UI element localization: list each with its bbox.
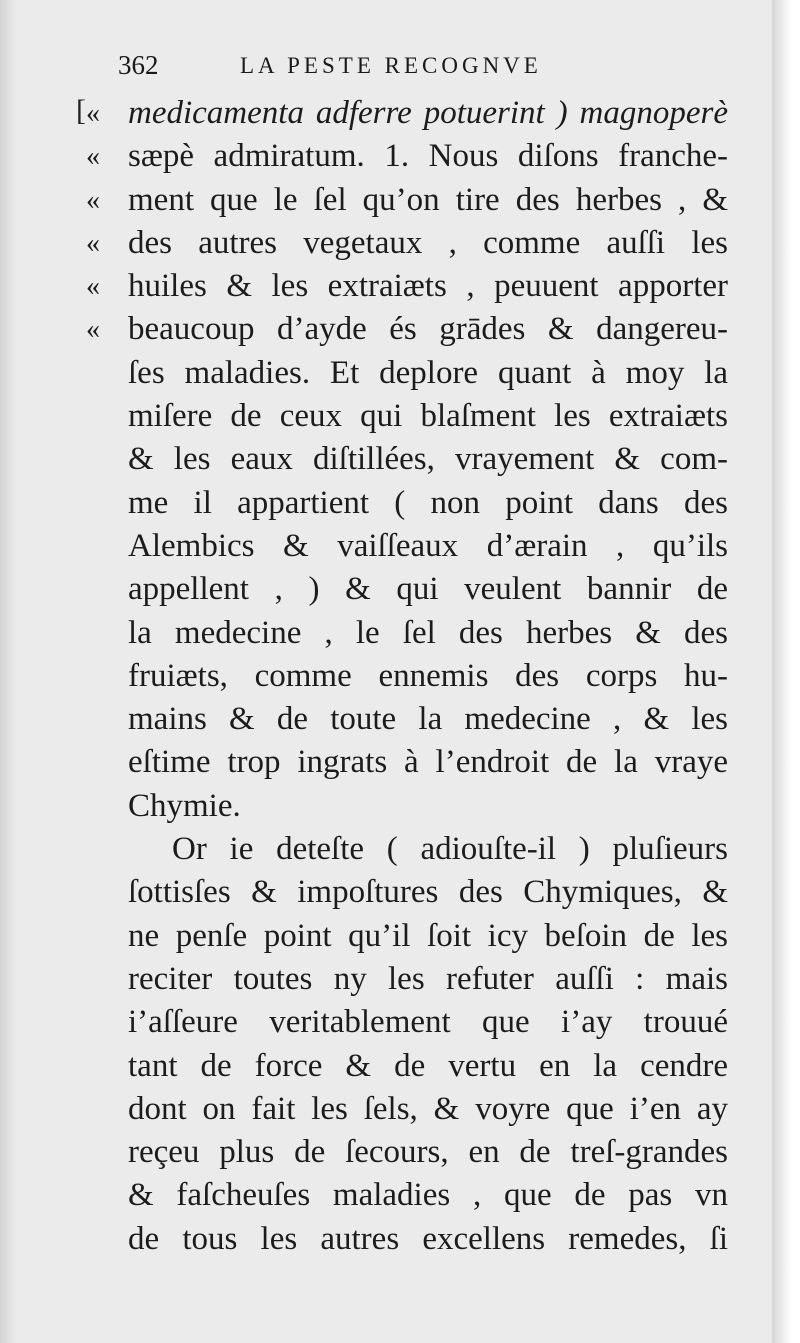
text-line (86, 352, 726, 395)
line-text: reciter toutes ny les refuter auſſi : mais (128, 960, 728, 997)
text-line (86, 135, 726, 178)
text-line (86, 871, 726, 914)
line-text: de tous les autres excellens remedes, ſi (128, 1220, 728, 1257)
text-line (86, 828, 726, 871)
body-text (86, 92, 726, 1261)
line-text: & faſcheuſes maladies , que de pas vn (128, 1177, 728, 1214)
text-line (86, 525, 726, 568)
text-line (86, 92, 726, 135)
page-edge-shadow (0, 0, 16, 1343)
quote-mark: « (86, 141, 100, 173)
line-text: reçeu plus de ſecours, en de treſ-grandes (128, 1134, 728, 1171)
line-text: beaucoup d’ayde és grādes & dangereu- (128, 311, 728, 348)
text-line (86, 915, 726, 958)
text-line (86, 568, 726, 611)
line-text: appellent , ) & qui veulent bannir de (128, 571, 728, 608)
line-text: fruiæts, comme ennemis des corps hu- (128, 657, 728, 694)
line-text: i’aſſeure veritablement que i’ay trouué (128, 1004, 728, 1041)
line-text: miſere de ceux qui blaſment les extraiæts (128, 398, 728, 435)
text-line (86, 698, 726, 741)
line-text: ſes maladies. Et deplore quant à moy la (128, 354, 728, 391)
text-line (86, 222, 726, 265)
line-text: ſottisſes & impoſtures des Chymiques, & (128, 874, 728, 911)
line-text: huiles & les extraiæts , peuuent apporter (128, 268, 728, 305)
page-gutter (772, 0, 800, 1343)
line-text: Chymie. (128, 787, 241, 824)
text-line (86, 395, 726, 438)
line-text: me il appartient ( non point dans des (128, 484, 728, 521)
line-text: Or ie deteſte ( adiouſte-il ) pluſieurs (172, 831, 728, 868)
line-text: la medecine , le ſel des herbes & des (128, 614, 728, 651)
margin-bracket: [ (76, 94, 86, 127)
text-line (86, 308, 726, 351)
text-line (86, 741, 726, 784)
text-line (86, 438, 726, 481)
line-text: sæpè admiratum. 1. Nous diſons franche- (128, 138, 728, 175)
running-head (118, 50, 638, 90)
text-line (86, 655, 726, 698)
line-text: ne penſe point qu’il ſoit icy beſoin de les (128, 917, 728, 954)
text-line (86, 612, 726, 655)
line-text: tant de force & de vertu en la cendre (128, 1047, 728, 1084)
text-line (86, 265, 726, 308)
line-text: eſtime trop ingrats à l’endroit de la vraye (128, 744, 728, 781)
quote-mark: « (86, 227, 100, 259)
text-line (86, 1174, 726, 1217)
text-line (86, 1088, 726, 1131)
line-text: Alembics & vaiſſeaux d’ærain , qu’ils (128, 527, 728, 564)
text-line (86, 785, 726, 828)
line-text: & les eaux diſtillées, vrayement & com- (128, 441, 728, 478)
line-text: dont on fait les ſels, & voyre que i’en ay (128, 1090, 728, 1127)
text-line (86, 1001, 726, 1044)
running-head-title: LA PESTE RECOGNVE (240, 53, 542, 78)
page-number: 362 (118, 50, 159, 80)
quote-mark: « (86, 271, 100, 303)
text-line (86, 1218, 726, 1261)
line-text: des autres vegetaux , comme auſſi les (128, 224, 728, 261)
line-text: mains & de toute la medecine , & les (128, 701, 728, 738)
quote-mark: « (86, 98, 100, 129)
line-text: medicamenta adferre potuerint ) magnoperè (128, 95, 728, 131)
text-line (86, 958, 726, 1001)
text-line (86, 1045, 726, 1088)
quote-mark: « (86, 184, 100, 216)
text-line (86, 1131, 726, 1174)
line-text: ment que le ſel qu’on tire des herbes , & (128, 181, 728, 218)
text-line (86, 179, 726, 222)
quote-mark: « (86, 314, 100, 346)
text-line (86, 482, 726, 525)
